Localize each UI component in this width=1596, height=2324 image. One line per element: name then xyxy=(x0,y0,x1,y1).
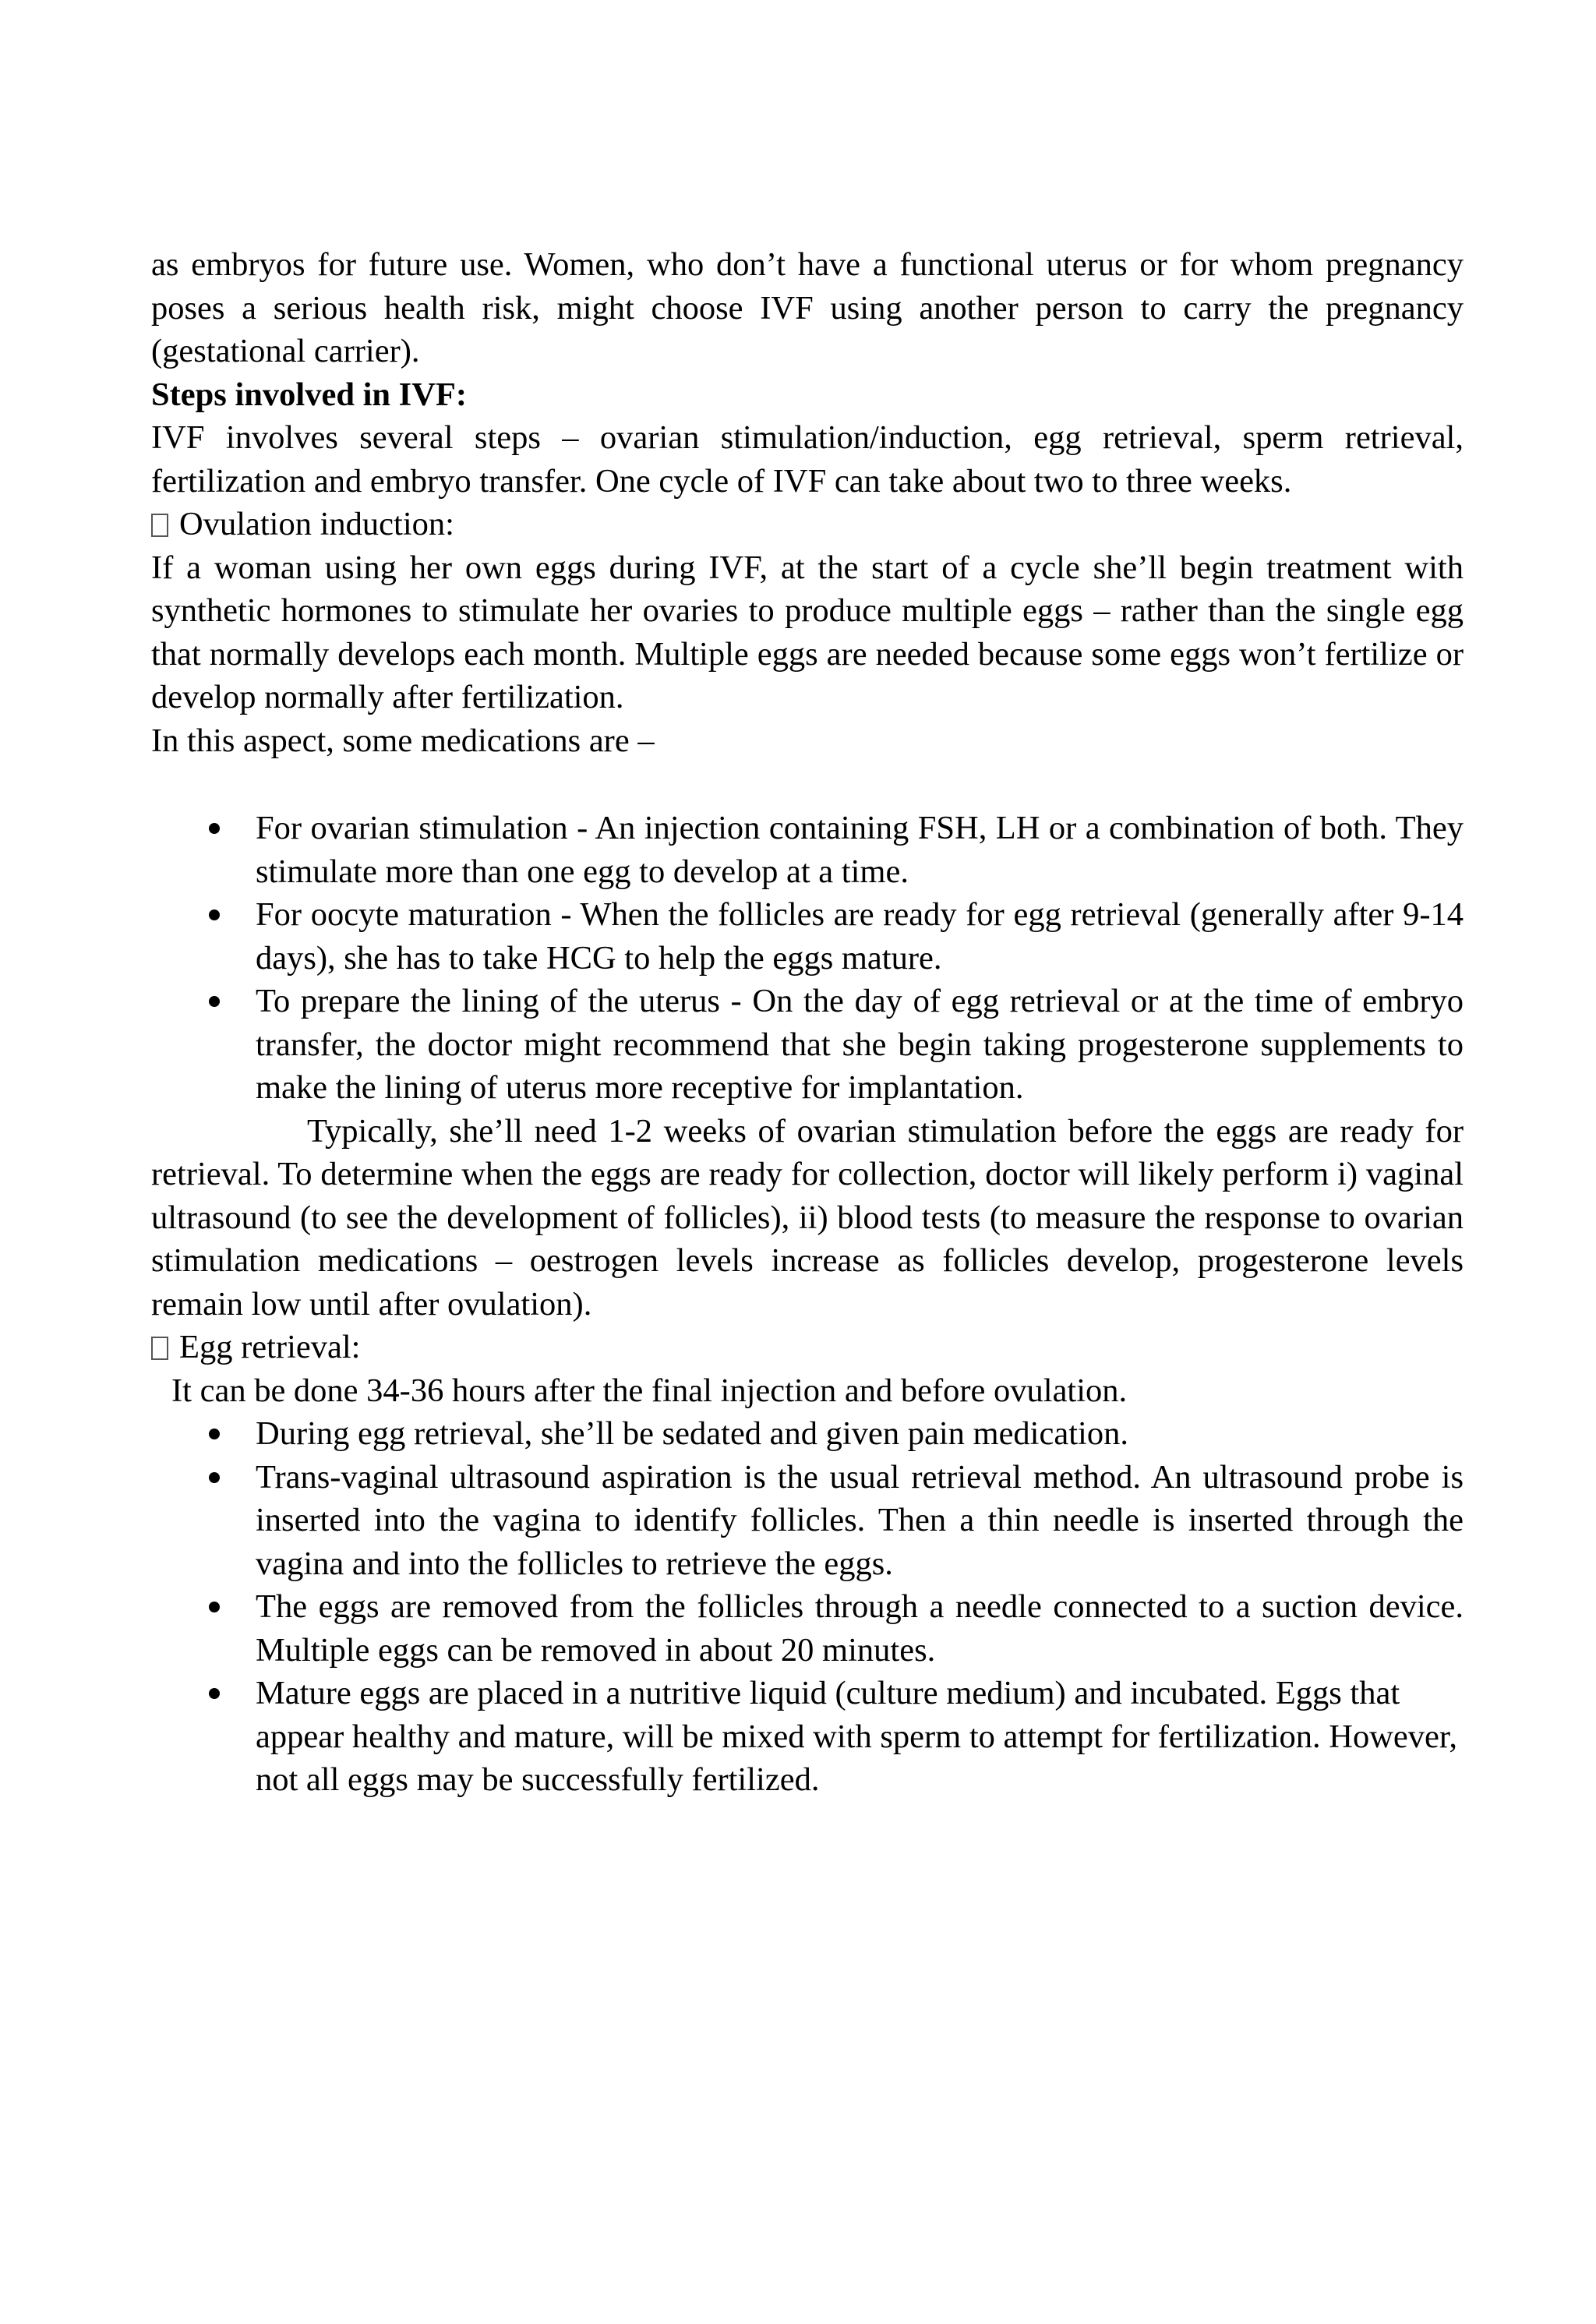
list-item xyxy=(151,1672,1464,1802)
intro-paragraph: as embryos for future use. Women, who don’t have a functional uterus or for whom pregnancy poses a serious health risk, might choose IVF using another person to carry the pregnancy (gestational carrier). xyxy=(151,246,1464,369)
bullet-icon xyxy=(209,1688,220,1699)
list-item xyxy=(151,807,1464,893)
list-item-text: During egg retrieval, she’ll be sedated and given pain medication. xyxy=(256,1415,1128,1452)
list-item-text: The eggs are removed from the follicles through a needle connected to a suction device. Multiple eggs can be removed in about 20 minutes. xyxy=(256,1588,1464,1669)
egg-heading: Egg retrieval: xyxy=(179,1329,361,1365)
bullet-icon xyxy=(209,1472,220,1483)
document-page xyxy=(151,243,1464,1802)
missing-glyph-box-icon xyxy=(151,514,168,537)
typically-paragraph: Typically, she’ll need 1-2 weeks of ovarian stimulation before the eggs are ready for retrieval. To determine when the eggs are ready for collection, doctor will likely perform i) vaginal ultrasound (to see the development of follicles), ii) blood tests (to measure the response to ovarian stimulation medications – oestrogen levels increase as follicles develop, progesterone levels remain low until after ovulation). xyxy=(151,1112,1464,1323)
list-item-text: For oocyte maturation - When the follicles are ready for egg retrieval (generally after 9-14 days), she has to take HCG to help the eggs mature. xyxy=(256,896,1464,977)
list-item-text: Mature eggs are placed in a nutritive liquid (culture medium) and incubated. Eggs that appear healthy and mature, will be mixed with sperm to attempt for fertilization. However, not all eggs may be successfully fertilized. xyxy=(256,1675,1457,1798)
egg-heading-row xyxy=(151,1326,1464,1369)
missing-glyph-box-icon xyxy=(151,1337,168,1360)
list-item xyxy=(151,893,1464,980)
list-item-text: For ovarian stimulation - An injection containing FSH, LH or a combination of both. They stimulate more than one egg to develop at a time. xyxy=(256,810,1464,890)
ovulation-paragraph: If a woman using her own eggs during IVF, at the start of a cycle she’ll begin treatment with synthetic hormones to stimulate her ovaries to produce multiple eggs – rather than the single egg that normally develops each month. Multiple eggs are needed because some eggs won’t fertilize or develop normally after fertilization. xyxy=(151,549,1464,715)
bullet-icon xyxy=(209,996,220,1007)
list-item xyxy=(151,1585,1464,1672)
ovulation-heading: Ovulation induction: xyxy=(179,506,454,542)
list-item xyxy=(151,980,1464,1110)
steps-heading: Steps involved in IVF: xyxy=(151,376,467,413)
bullet-icon xyxy=(209,823,220,834)
bullet-icon xyxy=(209,1429,220,1439)
list-item xyxy=(151,1456,1464,1586)
bullet-icon xyxy=(209,909,220,920)
list-item-text: Trans-vaginal ultrasound aspiration is the usual retrieval method. An ultrasound probe is inserted into the vagina to identify follicles. Then a thin needle is inserted through the vagina and into the follicles to retrieve the eggs. xyxy=(256,1458,1464,1582)
medications-intro: In this aspect, some medications are – xyxy=(151,722,655,759)
list-item-text: To prepare the lining of the uterus - On the day of egg retrieval or at the time of embryo transfer, the doctor might recommend that she begin taking progesterone supplements to make the lining of uterus more receptive for implantation. xyxy=(256,983,1464,1106)
blank-line xyxy=(151,762,1464,807)
retrieval-list xyxy=(151,1412,1464,1802)
list-item xyxy=(151,1412,1464,1456)
bullet-icon xyxy=(209,1602,220,1612)
steps-paragraph: IVF involves several steps – ovarian stimulation/induction, egg retrieval, sperm retrieval, fertilization and embryo transfer. One cycle of IVF can take about two to three weeks. xyxy=(151,419,1464,500)
egg-paragraph: It can be done 34-36 hours after the final injection and before ovulation. xyxy=(171,1372,1128,1409)
ovulation-heading-row xyxy=(151,503,1464,546)
medication-list xyxy=(151,807,1464,1110)
